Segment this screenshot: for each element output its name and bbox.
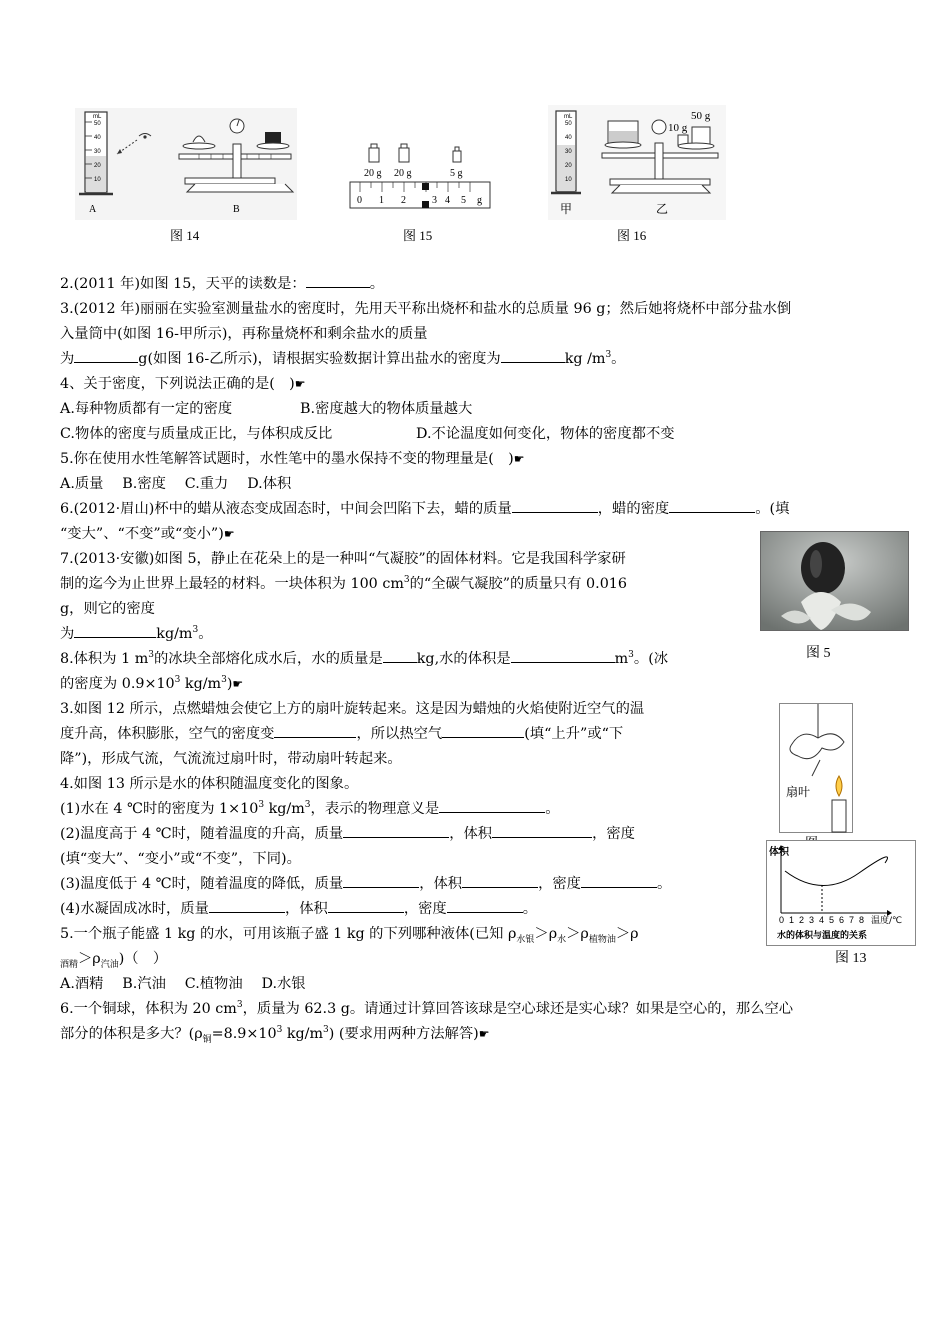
q4-options-cd [60, 422, 895, 447]
q6a-text-b: ，蜡的密度 [597, 501, 670, 517]
q5a-options [60, 472, 895, 497]
q5b-gt-3: ＞ρ [615, 926, 639, 942]
q3-text-2: 入量筒中(如图 16-甲所示)，再称量烧杯和剩余盐水的质量 [60, 326, 428, 342]
fig16-tick-50: 50 [565, 121, 572, 127]
q8-sup-3: 3 [174, 675, 181, 686]
q4b-stem-text: 4.如图 13 所示是水的体积随温度变化的图象。 [60, 776, 359, 792]
q8-text-e: 。(冰 [633, 651, 669, 667]
q7-text-4c: 。 [198, 626, 213, 642]
q8-sup-1: 3 [148, 650, 155, 661]
q5a-stem-text: 5.你在使用水性笔解答试题时，水性笔中的墨水保持不变的物理量是( ) [60, 451, 514, 467]
q8-blank-mass[interactable] [383, 647, 417, 663]
q6b-line-2 [60, 1022, 895, 1047]
q3b-line-1 [60, 697, 760, 722]
fig15-weight-2: 20 g [394, 168, 412, 179]
q4b-s3-b: ，体积 [419, 876, 463, 892]
q8-text-d: m [614, 651, 629, 667]
q7-line-2 [60, 572, 760, 597]
fig14-tick-40: 40 [94, 135, 101, 141]
hand-icon: ☛ [223, 527, 235, 541]
q4b-s2-a: (2)温度高于 4 ℃时，随着温度的升高，质量 [60, 826, 344, 842]
hand-icon: ☛ [513, 452, 525, 466]
q2-end: 。 [369, 276, 385, 292]
q3b-line-3 [60, 747, 760, 772]
q4b-sub-2 [60, 822, 760, 847]
q2-blank[interactable] [306, 272, 370, 288]
q5b-options-text[interactable]: A.酒精 B.汽油 C.植物油 D.水银 [60, 976, 306, 992]
fig13-xtick-5: 5 [829, 915, 835, 925]
fig13-ylabel: 体积 [769, 847, 789, 858]
fig16-weight-50g: 50 g [691, 110, 711, 122]
q8-text-g: kg/m [180, 676, 222, 692]
q3-text-3b: g(如图 16-乙所示)，请根据实验数据计算出盐水的密度为 [138, 351, 501, 367]
q4b-s3-blank-volume[interactable] [462, 872, 538, 888]
q5b-tail: )（ ） [118, 951, 168, 967]
fig16-tick-10: 10 [565, 177, 572, 183]
q8-text-a: 8.体积为 1 m [60, 651, 149, 667]
q4b-s1-b: kg/m [264, 801, 305, 817]
q4b-stem [60, 772, 760, 797]
q3-sup: 3 [605, 350, 612, 361]
fig13-xtick-2: 2 [799, 915, 805, 925]
q7-text-4b: kg/m [156, 626, 193, 642]
q4-options-ab [60, 397, 895, 422]
q4b-s1-c: ，表示的物理意义是 [310, 801, 440, 817]
q5b-sub-oil: 植物油 [588, 934, 616, 945]
q4b-s2-blank-volume[interactable] [492, 822, 592, 838]
q2-line [60, 272, 895, 297]
figure-15-drawing [345, 140, 495, 212]
q4b-s1-d: 。 [545, 801, 560, 817]
figure-14-drawing [75, 108, 297, 220]
q5b-sub-mercury: 水银 [516, 934, 535, 945]
q4b-s2-blank-mass[interactable] [343, 822, 449, 838]
fig15-scale-unit: g [477, 195, 482, 206]
fig15-scale-4: 4 [445, 195, 450, 206]
q4b-s3-c: ，密度 [538, 876, 581, 892]
q4b-sup-2: 3 [304, 800, 311, 811]
q5b-sub-water: 水 [557, 934, 567, 945]
q8-text-f: 的密度为 0.9×10 [60, 676, 175, 692]
q4b-s3-blank-density[interactable] [581, 872, 657, 888]
fig16-tick-30: 30 [565, 149, 572, 155]
q4b-s4-blank-volume[interactable] [328, 897, 404, 913]
fig16-tick-40: 40 [565, 135, 572, 141]
q4-option-b[interactable]: B.密度越大的物体质量越大 [300, 401, 473, 417]
q5b-sub-gasoline: 汽油 [100, 959, 119, 970]
q5b-line-1 [60, 922, 760, 947]
fig15-weight-3: 5 g [450, 168, 463, 179]
fig13-xtick-8: 8 [859, 915, 865, 925]
q8-text-b: 的冰块全部熔化成水后，水的质量是 [154, 651, 383, 667]
fig13-title: 水的体积与温度的关系 [777, 931, 868, 941]
fig15-scale-2: 2 [401, 195, 406, 206]
q3b-text-2c: (填“上升”或“下 [524, 726, 624, 742]
q6a-text-a: 6.(2012·眉山)杯中的蜡从液态变成固态时，中间会凹陷下去，蜡的质量 [60, 501, 512, 517]
fig14-unit: mL [93, 114, 102, 120]
figure-14 [75, 108, 297, 220]
hand-icon: ☛ [232, 677, 244, 691]
q6b-sup-1: 3 [236, 1000, 243, 1011]
q7-sup-2: 3 [192, 625, 199, 636]
fig15-weight-1: 20 g [364, 168, 382, 179]
q8-text-h: ) [226, 676, 233, 692]
q4b-s2-d: (填“变大”、“变小”或“不变”，下同)。 [60, 851, 301, 867]
q3b-text-3: 降”)，形成气流，气流流过扇叶时，带动扇叶转起来。 [60, 751, 402, 767]
q3b-blank-density[interactable] [274, 722, 356, 738]
q3-blank-density[interactable] [501, 347, 565, 363]
q3-text-1: 3.(2012 年)丽丽在实验室测量盐水的密度时，先用天平称出烧杯和盐水的总质量 96 g；然后她将烧杯中部分盐水倒 [60, 301, 792, 317]
fig15-scale-5: 5 [461, 195, 466, 206]
q7-text-4a: 为 [60, 626, 75, 642]
q5b-options [60, 972, 760, 997]
q5a-options-text[interactable]: A.质量 B.密度 C.重力 D.体积 [60, 476, 292, 492]
q3-text-3c: kg /m [564, 351, 606, 367]
figure-16 [548, 105, 726, 220]
q8-text-c: kg,水的体积是 [416, 651, 511, 667]
q8-sup-2: 3 [628, 650, 634, 661]
q3b-blank-direction[interactable] [442, 722, 524, 738]
q8-blank-volume[interactable] [511, 647, 615, 663]
question-body [60, 272, 895, 1047]
q6b-text-2a: 部分的体积是多大？(ρ [60, 1026, 203, 1042]
q6b-text-1b: ，质量为 62.3 g。请通过计算回答该球是空心球还是实心球？如果是空心的，那么空心 [242, 1001, 794, 1017]
q5b-sub-alcohol: 酒精 [60, 959, 79, 970]
q4b-s3-d: 。 [656, 876, 672, 892]
q4b-s4-c: ，密度 [403, 901, 447, 917]
q4-option-d[interactable]: D.不论温度如何变化，物体的密度都不变 [416, 426, 675, 442]
fig13-xtick-3: 3 [809, 915, 815, 925]
fig15-scale-1: 1 [379, 195, 384, 206]
q4b-s3-a: (3)温度低于 4 ℃时，随着温度的降低，质量 [60, 876, 344, 892]
q4b-s1-a: (1)水在 4 ℃时的密度为 1×10 [60, 801, 259, 817]
q4b-sub-1 [60, 797, 760, 822]
fig14-tick-10: 10 [94, 177, 101, 183]
figure-14-caption: 图 14 [170, 228, 200, 243]
q6a-text-c: 。(填 [755, 501, 790, 517]
q4b-sup-1: 3 [258, 800, 265, 811]
fig14-tick-30: 30 [94, 149, 101, 155]
q4b-s2-c: ，密度 [592, 826, 635, 842]
q4b-s2-b: ，体积 [449, 826, 493, 842]
fig13-xtick-1: 1 [789, 915, 795, 925]
q6b-text-1a: 6.一个铜球，体积为 20 cm [60, 1001, 237, 1017]
q6b-sup-3: 3 [323, 1025, 329, 1036]
q3b-text-2b: ，所以热空气 [356, 726, 443, 742]
fig15-scale-0: 0 [357, 195, 362, 206]
q8-line-2 [60, 672, 760, 697]
q5b-line-2 [60, 947, 760, 972]
q3b-line-2 [60, 722, 760, 747]
hand-icon: ☛ [478, 1027, 490, 1041]
q6b-sub-copper: 铜 [202, 1034, 212, 1045]
q4b-s4-a: (4)水凝固成冰时，质量 [60, 901, 209, 917]
figure-5-caption: 图 5 [806, 646, 831, 661]
q3b-text-1: 3.如图 12 所示，点燃蜡烛会使它上方的扇叶旋转起来。这是因为蜡烛的火焰使附近空气的温 [60, 701, 645, 717]
q7-text-2b: 的“全碳气凝胶”的质量只有 0.016 [409, 576, 627, 592]
q6a-text-d: “变大”、“不变”或“变小”) [60, 526, 224, 542]
figure-13-caption: 图 13 [835, 951, 867, 966]
q4b-blank-meaning[interactable] [439, 797, 545, 813]
q4b-sub-4 [60, 897, 760, 922]
q4b-s4-b: ，体积 [284, 901, 328, 917]
q4b-s4-blank-mass[interactable] [209, 897, 285, 913]
figure-15 [345, 140, 495, 212]
fig16-tick-20: 20 [565, 163, 572, 169]
q4b-s4-d: 。 [522, 901, 538, 917]
fig16-label-yi: 乙 [656, 202, 669, 216]
q6b-line-1 [60, 997, 895, 1022]
q2-text: 2.(2011 年)如图 15，天平的读数是： [60, 276, 306, 292]
q7-text-1: 7.(2013·安徽)如图 5，静止在花朵上的是一种叫“气凝胶”的固体材料。它是我国科学家研 [60, 551, 626, 567]
q7-text-2a: 制的迄今为止世界上最轻的材料。一块体积为 100 cm [60, 576, 404, 592]
fig16-unit: mL [564, 114, 573, 120]
q7-sup: 3 [403, 575, 410, 586]
q3-line-2 [60, 322, 895, 347]
q3b-text-2a: 度升高，体积膨胀，空气的密度变 [60, 726, 275, 742]
q4-option-c[interactable]: C.物体的密度与质量成正比，与体积成反比 [60, 426, 333, 442]
fig13-xlabel: 温度/℃ [871, 916, 903, 926]
fig14-label-b: B [233, 204, 240, 215]
figure-16-caption: 图 16 [617, 228, 647, 243]
q3-text-3a: 为 [60, 351, 75, 367]
q3-blank-mass[interactable] [74, 347, 138, 363]
q3-text-3d: 。 [611, 351, 626, 367]
q7-line-3 [60, 597, 760, 622]
fig16-label-jia: 甲 [560, 202, 573, 216]
q4-stem [60, 372, 895, 397]
q5b-gt-2: ＞ρ [566, 926, 589, 942]
q5b-gt-4: ＞ρ [78, 951, 101, 967]
q8-sup-4: 3 [221, 675, 227, 686]
q4b-s4-blank-density[interactable] [447, 897, 523, 913]
q3-line-1 [60, 297, 895, 322]
q6a-blank-mass[interactable] [512, 497, 598, 513]
q7-line-1 [60, 547, 760, 572]
figure-16-drawing [548, 105, 726, 220]
q8-line-1 [60, 647, 760, 672]
q6b-text-2b: =8.9×10 [211, 1026, 277, 1042]
fig14-label-a: A [89, 204, 97, 215]
q6a-line-2 [60, 522, 895, 547]
q4-option-a[interactable]: A.每种物质都有一定的密度 [60, 401, 233, 417]
q4b-sub-2b [60, 847, 760, 872]
fig13-xtick-7: 7 [849, 915, 855, 925]
q6b-text-2d: ) (要求用两种方法解答) [328, 1026, 479, 1042]
q6b-sup-2: 3 [276, 1025, 283, 1036]
fig14-tick-50: 50 [94, 121, 101, 127]
q4b-s3-blank-mass[interactable] [343, 872, 419, 888]
q3-line-3 [60, 347, 895, 372]
q5a-stem [60, 447, 895, 472]
q6b-text-2c: kg/m [282, 1026, 324, 1042]
q4b-sub-3 [60, 872, 760, 897]
fig13-xtick-4: 4 [819, 915, 825, 925]
fig15-scale-3: 3 [432, 195, 437, 206]
q5b-gt-1: ＞ρ [534, 926, 558, 942]
q7-line-4 [60, 622, 760, 647]
figure-15-caption: 图 15 [403, 228, 433, 243]
fig12-label-blade: 扇叶 [786, 785, 811, 799]
q5b-text-1a: 5.一个瓶子能盛 1 kg 的水，可用该瓶子盛 1 kg 的下列哪种液体(已知 ρ [60, 926, 517, 942]
hand-icon: ☛ [294, 377, 306, 391]
q7-text-3: g，则它的密度 [60, 601, 155, 617]
q7-blank-density[interactable] [74, 622, 156, 638]
q4-stem-text: 4、关于密度，下列说法正确的是( ) [60, 376, 295, 392]
fig14-tick-20: 20 [94, 163, 101, 169]
fig13-xtick-0: 0 [779, 915, 785, 925]
fig13-xtick-6: 6 [839, 915, 845, 925]
q6a-line-1 [60, 497, 895, 522]
fig16-weight-10g: 10 g [668, 122, 688, 134]
q6a-blank-density[interactable] [669, 497, 755, 513]
